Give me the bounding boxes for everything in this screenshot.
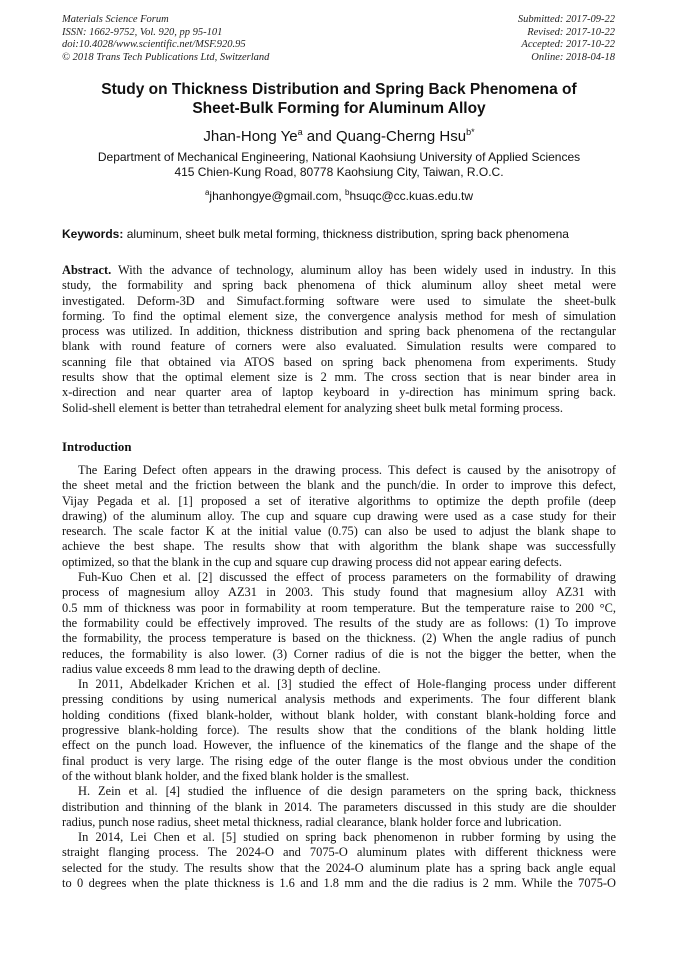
revised-date: Revised: 2017-10-22 xyxy=(527,26,615,38)
body-line: effect on the punch load. However, the influence of the kinematics of the flange and the shape of the xyxy=(62,738,616,753)
body-line: drawing) of the aluminum alloy. The cup and square cup drawing were used as a case study for their xyxy=(62,508,616,523)
keywords-text: aluminum, sheet bulk metal forming, thickness distribution, spring back phenomena xyxy=(123,227,569,241)
abstract-line: scanning file that obtained via ATOS based on spring back phenomena from experiments. Study xyxy=(62,354,616,369)
body-line: process of magnesium alloy AZ31 in 2003. This study found that magnesium alloy AZ31 with xyxy=(62,585,616,600)
body-line: progressive blank-holding force). The results show that the conditions of the blank holding little xyxy=(62,723,616,738)
publication-dates xyxy=(518,14,615,64)
abstract xyxy=(62,263,616,416)
email-link[interactable]: hsuqc@cc.kuas.edu.tw xyxy=(349,189,474,203)
abstract-line: blank with round feature of corners were also evaluated. Simulation results were compared to xyxy=(62,339,616,354)
abstract-line: Abstract. With the advance of technology, aluminum alloy has been widely used in industry. In this xyxy=(62,263,616,277)
copyright-line: © 2018 Trans Tech Publications Ltd, Switzerland xyxy=(62,51,270,63)
abstract-line: investigated. Deform-3D and Simufact.forming software were used to simulate the sheet-bulk xyxy=(62,293,616,308)
keywords-label: Keywords: xyxy=(62,227,124,241)
author-emails xyxy=(62,185,616,204)
author-name: Quang-Cherng Hsu xyxy=(336,128,467,145)
journal-name: Materials Science Forum xyxy=(62,14,169,25)
affiliation xyxy=(62,150,616,180)
online-date: Online: 2018-04-18 xyxy=(531,51,615,63)
body-line: radius value exceeds 8 mm lead to the drawing depth of decline. xyxy=(62,661,381,676)
body-line: achieve the best shape. The results show that with algorithm the blank shape was successfully xyxy=(62,539,616,554)
abstract-line: study, the formability and spring back phenomena of thick aluminum alloy sheet metal were xyxy=(62,278,616,293)
body-line: In 2011, Abdelkader Krichen et al. [3] studied the effect of Hole-flanging process under different xyxy=(78,677,616,692)
body-line: the formability, the process temperature is based on the thickness. (2) When the angle radius of punch xyxy=(62,631,616,646)
body-line: the sheet metal and the friction between the blank and the punch/die. In order to improve this defect, xyxy=(62,478,616,493)
email-mark: b xyxy=(345,188,350,197)
body-line: reduces, the formability is also lower. (3) Corner radius of die is not the bigger the better, when the xyxy=(62,646,616,661)
keywords xyxy=(62,227,616,242)
body-line: The Earing Defect often appears in the drawing process. This defect is caused by the anisotropy of xyxy=(78,463,616,477)
body-line: pressing conditions by using numerical analysis methods and experiments. The four different blank xyxy=(62,692,616,707)
body-line: 0.5 mm of thickness was poor in formability at room temperature. But the temperature raise to 200 °C, xyxy=(62,600,616,615)
accepted-date: Accepted: 2017-10-22 xyxy=(521,39,615,51)
body-line: holding conditions (fixed blank-holder, without blank holder, with constant blank-holding force and xyxy=(62,707,616,722)
abstract-label: Abstract. xyxy=(62,263,112,277)
section-heading: Introduction xyxy=(62,440,132,454)
body-line: distribution and thinning of the blank in 2014. The parameters discussed in this study are die shoulder xyxy=(62,799,616,814)
abstract-line: Solid-shell element is better than tetrahedral element for analyzing sheet bulk metal forming process. xyxy=(62,400,563,415)
body-line: radius, punch nose radius, sheet metal thickness, radial clearance, blank holder force and lubrication. xyxy=(62,814,562,829)
body-line: final product is very large. The rising edge of the outer flange is the most obvious under the condition xyxy=(62,753,616,768)
body-line: H. Zein et al. [4] studied the influence of die design parameters on the spring back, thickness xyxy=(78,784,616,799)
journal-info xyxy=(62,14,269,64)
paper-title xyxy=(62,80,616,118)
title-line: Sheet-Bulk Forming for Aluminum Alloy xyxy=(192,100,486,117)
affiliation-line: 415 Chien-Kung Road, 80778 Kaohsiung City, Taiwan, R.O.C. xyxy=(174,165,504,179)
body-line: In 2014, Lei Chen et al. [5] studied on spring back phenomenon in rubber forming by using the xyxy=(78,830,616,845)
author-affil-mark: b* xyxy=(466,127,475,137)
abstract-line: results show that the optimal element size is 2 mm. The cross section that is near binder area in xyxy=(62,370,616,385)
author-affil-mark: a xyxy=(297,127,303,137)
introduction-body xyxy=(62,463,616,891)
body-line: optimized, so that the blank in the cup and square cup drawing process did not appear earing defects. xyxy=(62,554,562,569)
body-line: to 0 degrees when the plate thickness is 1.6 and 1.8 mm and the die radius is 2 mm. While the 7075-O xyxy=(62,876,616,891)
email-link[interactable]: jhanhongye@gmail.com, xyxy=(209,189,345,203)
body-line: research. The scale factor K at the initial value (0.75) can also be used to adjust the blank shape to xyxy=(62,524,616,539)
author-separator: and xyxy=(302,128,337,145)
body-line: selected for the study. The results show that the 2024-O aluminum plate has a spring back angle equal xyxy=(62,860,616,875)
author-name: Jhan-Hong Ye xyxy=(203,128,298,145)
submitted-date: Submitted: 2017-09-22 xyxy=(517,14,615,25)
body-line: the formability could be effectively improved. The results of the study are as follows: (1) To improve xyxy=(62,615,616,630)
issn-line: ISSN: 1662-9752, Vol. 920, pp 95-101 xyxy=(62,26,223,38)
body-line: of the without blank holder, and the fixed blank holder is the smallest. xyxy=(62,768,410,783)
body-line: Fuh-Kuo Chen et al. [2] discussed the effect of process parameters on the formability of drawing xyxy=(78,570,616,585)
body-line: straight flanging process. The 2024-O and 7075-O aluminum plates with different thickness were xyxy=(62,845,616,860)
email-mark: a xyxy=(204,188,210,197)
abstract-line: x-direction and near quarter area of laptop keyboard in y-direction has minimum spring back. xyxy=(62,385,616,400)
title-line: Study on Thickness Distribution and Spring Back Phenomena of xyxy=(101,81,577,98)
body-line: Vijay Pegada et al. [1] proposed a set of iterative algorithms to optimize the depth profile (deep xyxy=(62,493,616,508)
affiliation-line: Department of Mechanical Engineering, National Kaohsiung University of Applied Sciences xyxy=(97,150,581,164)
abstract-line: forming. To find the optimal element size, the convergence analysis method for mesh of simulation xyxy=(62,308,616,323)
doi-line: doi:10.4028/www.scientific.net/MSF.920.95 xyxy=(62,39,246,51)
abstract-line: process was utilized. In addition, thickness distribution and spring back phenomena of the rectangular xyxy=(62,324,616,339)
author-list xyxy=(62,123,616,146)
